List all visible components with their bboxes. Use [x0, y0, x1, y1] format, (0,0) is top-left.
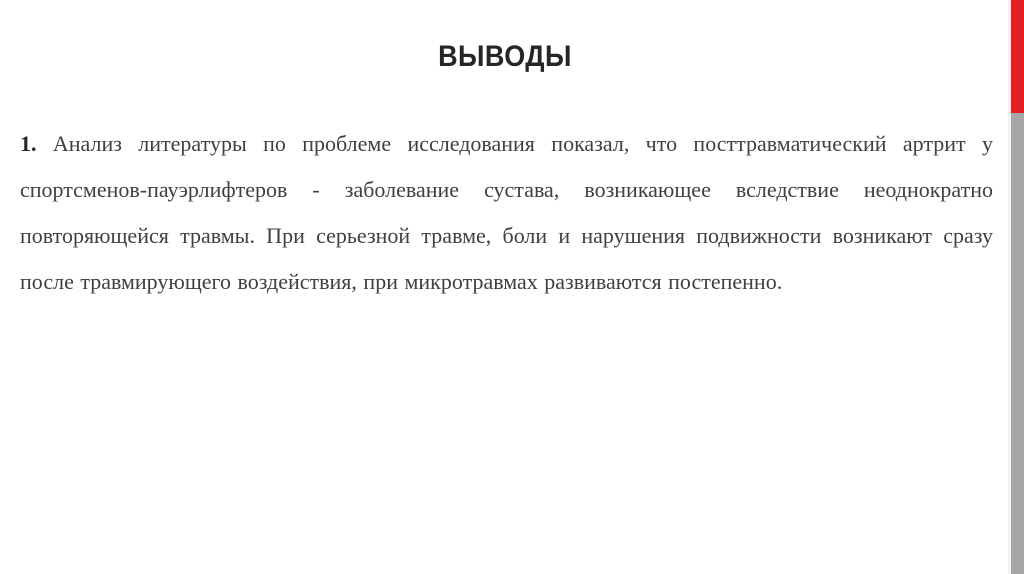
conclusion-paragraph: [20, 121, 993, 305]
conclusion-text: Анализ литературы по проблеме исследования показал, что посттравматический артрит у спортсменов-пауэрлифтеров - заболевание сустава, возникающее вследствие неоднократно повторяющейся травмы. При серьезной травме, боли и нарушения подвижности возникают сразу после травмирующего воздействия, при микротравмах развиваются постепенно.: [20, 131, 994, 294]
item-number: 1.: [20, 131, 37, 156]
side-accent-bar-red: [1011, 0, 1024, 113]
side-accent-bar-gray: [1011, 113, 1024, 574]
slide-title: ВЫВОДЫ: [438, 40, 572, 73]
